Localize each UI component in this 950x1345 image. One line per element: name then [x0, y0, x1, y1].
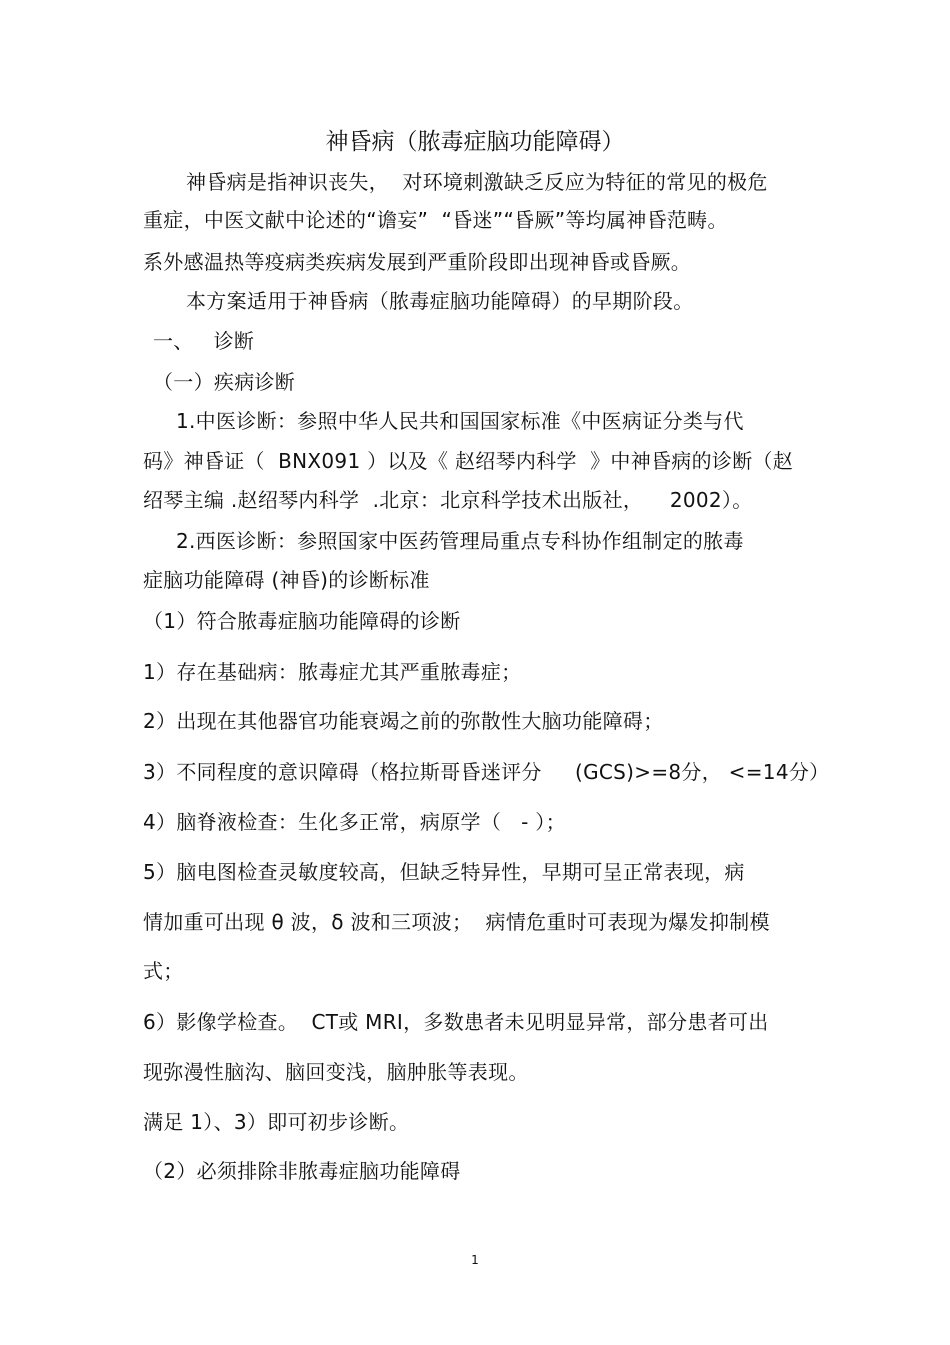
- list-item: 2）出现在其他器官功能衰竭之前的弥散性大脑功能障碍；: [143, 709, 664, 733]
- list-item: 1）存在基础病：脓毒症尤其严重脓毒症；: [143, 660, 522, 684]
- list-item: 式；: [143, 959, 184, 983]
- list-item: 4）脑脊液检查：生化多正常，病原学（ - ）；: [143, 810, 566, 834]
- subsection-heading: （1）符合脓毒症脑功能障碍的诊断: [143, 609, 461, 633]
- page-number: 1: [471, 1253, 479, 1267]
- paragraph-line: 症脑功能障碍 (神昏)的诊断标准: [143, 568, 430, 592]
- paragraph-line: 1.中医诊断：参照中华人民共和国国家标准《中医病证分类与代: [176, 409, 744, 433]
- paragraph-line: 绍琴主编 .赵绍琴内科学 .北京：北京科学技术出版社， 2002）。: [143, 488, 753, 512]
- paragraph-line: 码》神昏证（ BNX091 ）以及《 赵绍琴内科学 》中神昏病的诊断（赵: [143, 449, 794, 473]
- section-heading: 一、 诊断: [153, 329, 255, 353]
- paragraph-line: 满足 1）、3）即可初步诊断。: [143, 1110, 410, 1134]
- paragraph-line: 2.西医诊断：参照国家中医药管理局重点专科协作组制定的脓毒: [176, 529, 744, 553]
- list-item: 5）脑电图检查灵敏度较高，但缺乏特异性，早期可呈正常表现，病: [143, 860, 745, 884]
- paragraph-line: 本方案适用于神昏病（脓毒症脑功能障碍）的早期阶段。: [186, 289, 694, 313]
- list-item: 现弥漫性脑沟、脑回变浅，脑肿胀等表现。: [143, 1060, 529, 1084]
- list-item: 6）影像学检查。 CT或 MRI，多数患者未见明显异常，部分患者可出: [143, 1010, 769, 1034]
- paragraph-line: 系外感温热等疫病类疾病发展到严重阶段即出现神昏或昏厥。: [143, 250, 692, 274]
- paragraph-line: 重症，中医文献中论述的“谵妄” “昏迷”“昏厥”等均属神昏范畴。: [143, 208, 728, 232]
- paragraph-line: 神昏病是指神识丧失， 对环境刺激缺乏反应为特征的常见的极危: [186, 170, 768, 194]
- list-item: 3）不同程度的意识障碍（格拉斯哥昏迷评分 (GCS)>=8分， <=14分）: [143, 760, 830, 784]
- subsection-heading: （2）必须排除非脓毒症脑功能障碍: [143, 1159, 461, 1183]
- subsection-heading: （一）疾病诊断: [153, 370, 296, 394]
- list-item: 情加重可出现 θ 波，δ 波和三项波； 病情危重时可表现为爆发抑制模: [143, 910, 770, 934]
- document-title: 神昏病（脓毒症脑功能障碍）: [325, 129, 625, 155]
